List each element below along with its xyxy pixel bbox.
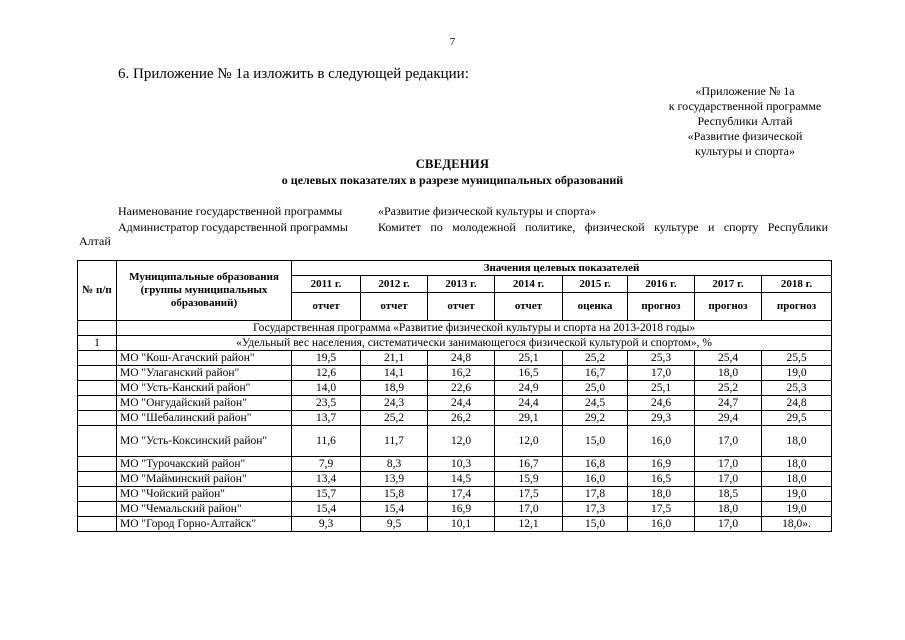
value-cell: 24,4 bbox=[495, 396, 563, 411]
header-municipality: Муниципальные образования (группы муниципальных образований) bbox=[117, 261, 292, 321]
row-number-cell bbox=[78, 426, 117, 457]
indicator-row bbox=[78, 336, 832, 351]
row-number-cell bbox=[78, 396, 117, 411]
value-cell: 14,5 bbox=[428, 472, 495, 487]
value-cell: 24,3 bbox=[361, 396, 428, 411]
value-cell: 29,1 bbox=[495, 411, 563, 426]
value-cell: 15,0 bbox=[563, 517, 628, 532]
value-cell: 24,5 bbox=[563, 396, 628, 411]
value-cell: 7,9 bbox=[292, 457, 361, 472]
value-cell: 15,4 bbox=[361, 502, 428, 517]
value-cell: 13,4 bbox=[292, 472, 361, 487]
value-cell: 26,2 bbox=[428, 411, 495, 426]
value-cell: 16,0 bbox=[628, 426, 695, 457]
value-cell: 16,9 bbox=[428, 502, 495, 517]
value-cell: 17,5 bbox=[495, 487, 563, 502]
appendix-line: Республики Алтай bbox=[697, 114, 793, 128]
value-cell: 16,5 bbox=[628, 472, 695, 487]
value-cell: 18,9 bbox=[361, 381, 428, 396]
header-year: 2016 г. bbox=[628, 276, 695, 293]
municipality-name: МО "Город Горно-Алтайск" bbox=[117, 517, 292, 532]
municipality-name: МО "Шебалинский район" bbox=[117, 411, 292, 426]
header-kind: прогноз bbox=[762, 293, 832, 321]
municipality-name: МО "Улаганский район" bbox=[117, 366, 292, 381]
program-row bbox=[78, 321, 832, 336]
header-year: 2011 г. bbox=[292, 276, 361, 293]
value-cell: 18,0 bbox=[762, 472, 832, 487]
value-cell: 29,4 bbox=[695, 411, 762, 426]
value-cell: 19,0 bbox=[762, 366, 832, 381]
header-year: 2013 г. bbox=[428, 276, 495, 293]
value-cell: 23,5 bbox=[292, 396, 361, 411]
header-values: Значения целевых показателей bbox=[292, 261, 832, 276]
value-cell: 10,1 bbox=[428, 517, 495, 532]
table-row bbox=[78, 517, 832, 532]
municipality-name: МО "Кош-Агачский район" bbox=[117, 351, 292, 366]
row-number-cell bbox=[78, 351, 117, 366]
value-cell: 15,4 bbox=[292, 502, 361, 517]
value-cell: 17,0 bbox=[495, 502, 563, 517]
value-cell: 25,2 bbox=[695, 381, 762, 396]
value-cell: 24,7 bbox=[695, 396, 762, 411]
document-subtitle: о целевых показателях в разрезе муниципальных образований bbox=[281, 173, 624, 187]
value-cell: 18,0». bbox=[762, 517, 832, 532]
administrator-value: Комитет по молодежной политике, физической культуре и спорту Республики bbox=[378, 220, 828, 234]
row-number-cell bbox=[78, 487, 117, 502]
value-cell: 19,0 bbox=[762, 487, 832, 502]
value-cell: 25,1 bbox=[628, 381, 695, 396]
header-year: 2017 г. bbox=[695, 276, 762, 293]
administrator-label: Администратор государственной программы bbox=[118, 220, 348, 234]
value-cell: 10,3 bbox=[428, 457, 495, 472]
value-cell: 22,6 bbox=[428, 381, 495, 396]
header-kind: прогноз bbox=[628, 293, 695, 321]
value-cell: 13,7 bbox=[292, 411, 361, 426]
value-cell: 24,9 bbox=[495, 381, 563, 396]
document-title: СВЕДЕНИЯ bbox=[415, 157, 490, 171]
table-row bbox=[78, 381, 832, 396]
municipality-name: МО "Турочакский район" bbox=[117, 457, 292, 472]
value-cell: 9,3 bbox=[292, 517, 361, 532]
value-cell: 21,1 bbox=[361, 351, 428, 366]
value-cell: 29,3 bbox=[628, 411, 695, 426]
value-cell: 17,0 bbox=[695, 517, 762, 532]
value-cell: 15,7 bbox=[292, 487, 361, 502]
value-cell: 15,9 bbox=[495, 472, 563, 487]
table-row bbox=[78, 351, 832, 366]
header-kind: прогноз bbox=[695, 293, 762, 321]
table-row bbox=[78, 411, 832, 426]
value-cell: 24,8 bbox=[428, 351, 495, 366]
appendix-note bbox=[630, 84, 860, 159]
value-cell: 18,5 bbox=[695, 487, 762, 502]
row-number-cell bbox=[78, 381, 117, 396]
municipality-name: МО "Майминский район" bbox=[117, 472, 292, 487]
row-number-cell bbox=[78, 502, 117, 517]
intro-text: 6. Приложение № 1а изложить в следующей редакции: bbox=[118, 66, 469, 82]
table-row bbox=[78, 502, 832, 517]
row-number-cell bbox=[78, 411, 117, 426]
municipality-name: МО "Чемальский район" bbox=[117, 502, 292, 517]
row-number-cell bbox=[78, 366, 117, 381]
value-cell: 16,2 bbox=[428, 366, 495, 381]
value-cell: 16,7 bbox=[495, 457, 563, 472]
header-number: № п/п bbox=[78, 261, 117, 321]
appendix-line: культуры и спорта» bbox=[694, 144, 795, 158]
value-cell: 19,0 bbox=[762, 502, 832, 517]
municipality-name: МО "Усть-Коксинский район" bbox=[117, 426, 292, 457]
appendix-line: к государственной программе bbox=[668, 99, 822, 113]
municipality-name: МО "Онгудайский район" bbox=[117, 396, 292, 411]
indicator-text: «Удельный вес населения, систематически занимающегося физической культурой и спортом», % bbox=[117, 336, 832, 351]
row-number-cell bbox=[78, 457, 117, 472]
value-cell: 16,0 bbox=[563, 472, 628, 487]
value-cell: 12,1 bbox=[495, 517, 563, 532]
program-label: Наименование государственной программы bbox=[118, 204, 343, 218]
value-cell: 17,5 bbox=[628, 502, 695, 517]
indicators-table bbox=[77, 260, 832, 532]
municipality-name: МО "Чойский район" bbox=[117, 487, 292, 502]
value-cell: 29,5 bbox=[762, 411, 832, 426]
value-cell: 25,3 bbox=[762, 381, 832, 396]
value-cell: 17,0 bbox=[695, 457, 762, 472]
value-cell: 17,4 bbox=[428, 487, 495, 502]
value-cell: 17,0 bbox=[695, 426, 762, 457]
value-cell: 17,0 bbox=[695, 472, 762, 487]
value-cell: 16,8 bbox=[563, 457, 628, 472]
program-value: «Развитие физической культуры и спорта» bbox=[378, 204, 596, 218]
header-kind: отчет bbox=[428, 293, 495, 321]
value-cell: 12,0 bbox=[495, 426, 563, 457]
value-cell: 9,5 bbox=[361, 517, 428, 532]
value-cell: 25,1 bbox=[495, 351, 563, 366]
header-kind: отчет bbox=[495, 293, 563, 321]
value-cell: 14,1 bbox=[361, 366, 428, 381]
value-cell: 15,0 bbox=[563, 426, 628, 457]
value-cell: 17,0 bbox=[628, 366, 695, 381]
value-cell: 13,9 bbox=[361, 472, 428, 487]
table-row bbox=[78, 487, 832, 502]
value-cell: 25,0 bbox=[563, 381, 628, 396]
value-cell: 16,9 bbox=[628, 457, 695, 472]
value-cell: 14,0 bbox=[292, 381, 361, 396]
value-cell: 16,0 bbox=[628, 517, 695, 532]
value-cell: 24,4 bbox=[428, 396, 495, 411]
value-cell: 16,7 bbox=[563, 366, 628, 381]
row-number-cell bbox=[78, 517, 117, 532]
table-row bbox=[78, 396, 832, 411]
row-number-cell bbox=[78, 472, 117, 487]
value-cell: 25,4 bbox=[695, 351, 762, 366]
value-cell: 12,0 bbox=[428, 426, 495, 457]
appendix-line: «Приложение № 1а bbox=[695, 84, 795, 98]
value-cell: 18,0 bbox=[762, 426, 832, 457]
municipality-name: МО "Усть-Канский район" bbox=[117, 381, 292, 396]
value-cell: 18,0 bbox=[695, 366, 762, 381]
program-row-text: Государственная программа «Развитие физической культуры и спорта на 2013-2018 годы» bbox=[117, 321, 832, 336]
value-cell: 29,2 bbox=[563, 411, 628, 426]
header-year: 2014 г. bbox=[495, 276, 563, 293]
value-cell: 8,3 bbox=[361, 457, 428, 472]
value-cell: 18,0 bbox=[628, 487, 695, 502]
value-cell: 11,6 bbox=[292, 426, 361, 457]
appendix-line: «Развитие физической bbox=[687, 129, 803, 143]
empty-cell bbox=[78, 321, 117, 336]
value-cell: 25,5 bbox=[762, 351, 832, 366]
value-cell: 11,7 bbox=[361, 426, 428, 457]
header-year: 2012 г. bbox=[361, 276, 428, 293]
table-row bbox=[78, 366, 832, 381]
table-row bbox=[78, 426, 832, 457]
header-kind: оценка bbox=[563, 293, 628, 321]
header-year: 2015 г. bbox=[563, 276, 628, 293]
indicator-number: 1 bbox=[78, 336, 117, 351]
value-cell: 19,5 bbox=[292, 351, 361, 366]
value-cell: 17,3 bbox=[563, 502, 628, 517]
value-cell: 18,0 bbox=[762, 457, 832, 472]
value-cell: 17,8 bbox=[563, 487, 628, 502]
table-row bbox=[78, 457, 832, 472]
value-cell: 12,6 bbox=[292, 366, 361, 381]
page-number: 7 bbox=[449, 36, 456, 48]
header-year: 2018 г. bbox=[762, 276, 832, 293]
value-cell: 24,6 bbox=[628, 396, 695, 411]
table-row bbox=[78, 472, 832, 487]
header-kind: отчет bbox=[292, 293, 361, 321]
value-cell: 25,3 bbox=[628, 351, 695, 366]
value-cell: 16,5 bbox=[495, 366, 563, 381]
value-cell: 25,2 bbox=[361, 411, 428, 426]
value-cell: 25,2 bbox=[563, 351, 628, 366]
value-cell: 15,8 bbox=[361, 487, 428, 502]
value-cell: 18,0 bbox=[695, 502, 762, 517]
header-kind: отчет bbox=[361, 293, 428, 321]
administrator-value-continued: Алтай bbox=[79, 234, 111, 248]
value-cell: 24,8 bbox=[762, 396, 832, 411]
